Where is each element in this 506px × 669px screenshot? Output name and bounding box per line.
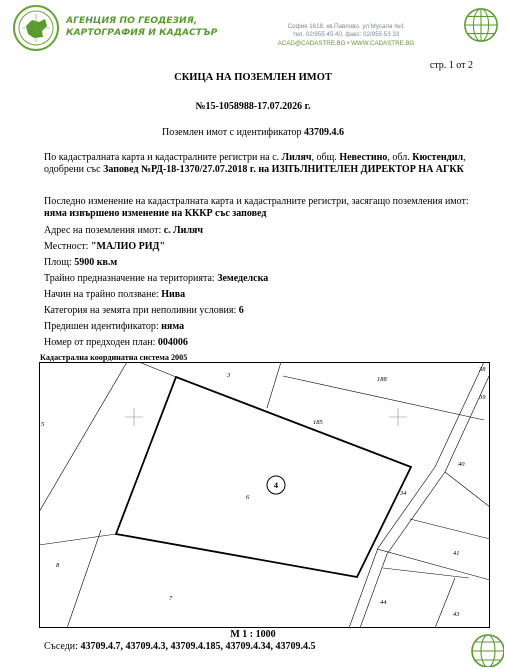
parcel-label-3: 3 (227, 372, 231, 379)
cadastral-map (39, 362, 490, 628)
last-change-text: Последно изменение на кадастралната карта и кадастралните регистри, засягащо поземления имот: (44, 196, 469, 207)
approval-text-3: , обл. (387, 152, 410, 163)
globe-watermark-icon (464, 627, 504, 667)
previous-identifier-label: Предишен идентификатор: (44, 321, 159, 332)
contact-web: ACAD@CADASTRE.BG • WWW.CADASTRE.BG (277, 39, 415, 47)
agency-name (66, 15, 217, 39)
area-value: 5900 кв.м (74, 257, 118, 268)
contact-phone: тел. 02/955 45 40, факс: 02/955 53 33 (292, 31, 400, 39)
category-label: Категория на земята при неполивни условия: (44, 305, 237, 316)
coordinate-system-label: Кадастрална координатна система 2005 (40, 353, 188, 362)
parcel-label-38: 38 (479, 366, 486, 373)
previous-plan-label: Номер от предходен план: (44, 337, 156, 348)
usage-field (44, 289, 185, 300)
address-field (44, 225, 203, 236)
parcel-label-34: 34 (400, 490, 407, 497)
map-frame (40, 363, 490, 628)
purpose-field (44, 273, 268, 284)
approval-municipality: Невестино (339, 152, 388, 163)
page-number: стр. 1 от 2 (429, 60, 473, 71)
agency-name-line1: АГЕНЦИЯ ПО ГЕОДЕЗИЯ, (66, 15, 198, 26)
category-field (44, 305, 244, 316)
category-value: 6 (238, 305, 244, 316)
locality-label: Местност: (44, 241, 89, 252)
document-title: СКИЦА НА ПОЗЕМЛЕН ИМОТ (174, 72, 332, 83)
approval-village: Лиляч (281, 152, 312, 163)
locality-field (44, 241, 165, 252)
neighbors-value: 43709.4.7, 43709.4.3, 43709.4.185, 43709.4.34, 43709.4.5 (80, 641, 316, 652)
neighbors-line (44, 641, 315, 652)
last-change-value: няма извършено изменение на КККР със заповед (44, 208, 267, 220)
parcel-label-43: 43 (453, 611, 460, 618)
previous-identifier-field (44, 321, 184, 332)
identifier-prefix: Поземлен имот с идентификатор (162, 127, 302, 138)
approval-order: Заповед №РД-18-1370/27.07.2018 г. на ИЗПЪЛНИТЕЛЕН ДИРЕКТОР НА АГКК (103, 164, 464, 176)
document-number: №15-1058988-17.07.2026 г. (195, 101, 311, 112)
purpose-label: Трайно предназначение на територията: (44, 273, 215, 284)
contact-address: София 1618, кв.Павлово, ул.Мусала №1 (287, 23, 405, 30)
last-change-paragraph (44, 196, 489, 221)
parcel-label-44: 44 (380, 599, 387, 606)
parcel-label-39: 39 (479, 394, 486, 401)
parcel-label-7: 7 (169, 595, 173, 602)
purpose-value: Земеделска (217, 273, 269, 284)
agency-logo-icon (12, 4, 60, 52)
previous-plan-value: 004006 (157, 337, 188, 348)
approval-text-2: , общ. (311, 152, 337, 163)
approval-text-1: По кадастралната карта и кадастралните регистри на с. (44, 152, 280, 163)
agency-name-line2: КАРТОГРАФИЯ И КАДАСТЪР (66, 27, 218, 38)
approval-text-4: , одобрени със (44, 152, 466, 176)
locality-value: "МАЛИО РИД" (90, 241, 165, 252)
area-label: Площ: (44, 257, 72, 268)
map-scale: М 1 : 1000 (230, 629, 276, 640)
approval-paragraph (44, 152, 489, 177)
parcel-label-188: 188 (377, 376, 387, 383)
area-field (44, 257, 117, 268)
identifier-value: 43709.4.6 (303, 127, 344, 138)
neighbors-label: Съседи: (44, 641, 78, 652)
usage-value: Нива (161, 289, 186, 300)
address-value: с. Лиляч (163, 225, 204, 236)
usage-label: Начин на трайно ползване: (44, 289, 159, 300)
address-label: Адрес на поземления имот: (44, 225, 162, 236)
parcel-label-5: 5 (41, 421, 45, 428)
approval-region: Кюстендил (412, 152, 464, 163)
globe-icon (462, 6, 500, 44)
parcel-label-8: 8 (56, 562, 60, 569)
agency-contacts (256, 23, 436, 48)
parcel-label-6: 6 (246, 494, 250, 501)
parcel-label-185: 185 (313, 419, 323, 426)
previous-plan-field (44, 337, 188, 348)
parcel-label-40: 40 (458, 461, 465, 468)
parcel-label-4: 4 (274, 481, 278, 490)
previous-identifier-value: няма (161, 321, 185, 332)
property-identifier-line (0, 127, 506, 138)
parcel-label-41: 41 (453, 550, 460, 557)
